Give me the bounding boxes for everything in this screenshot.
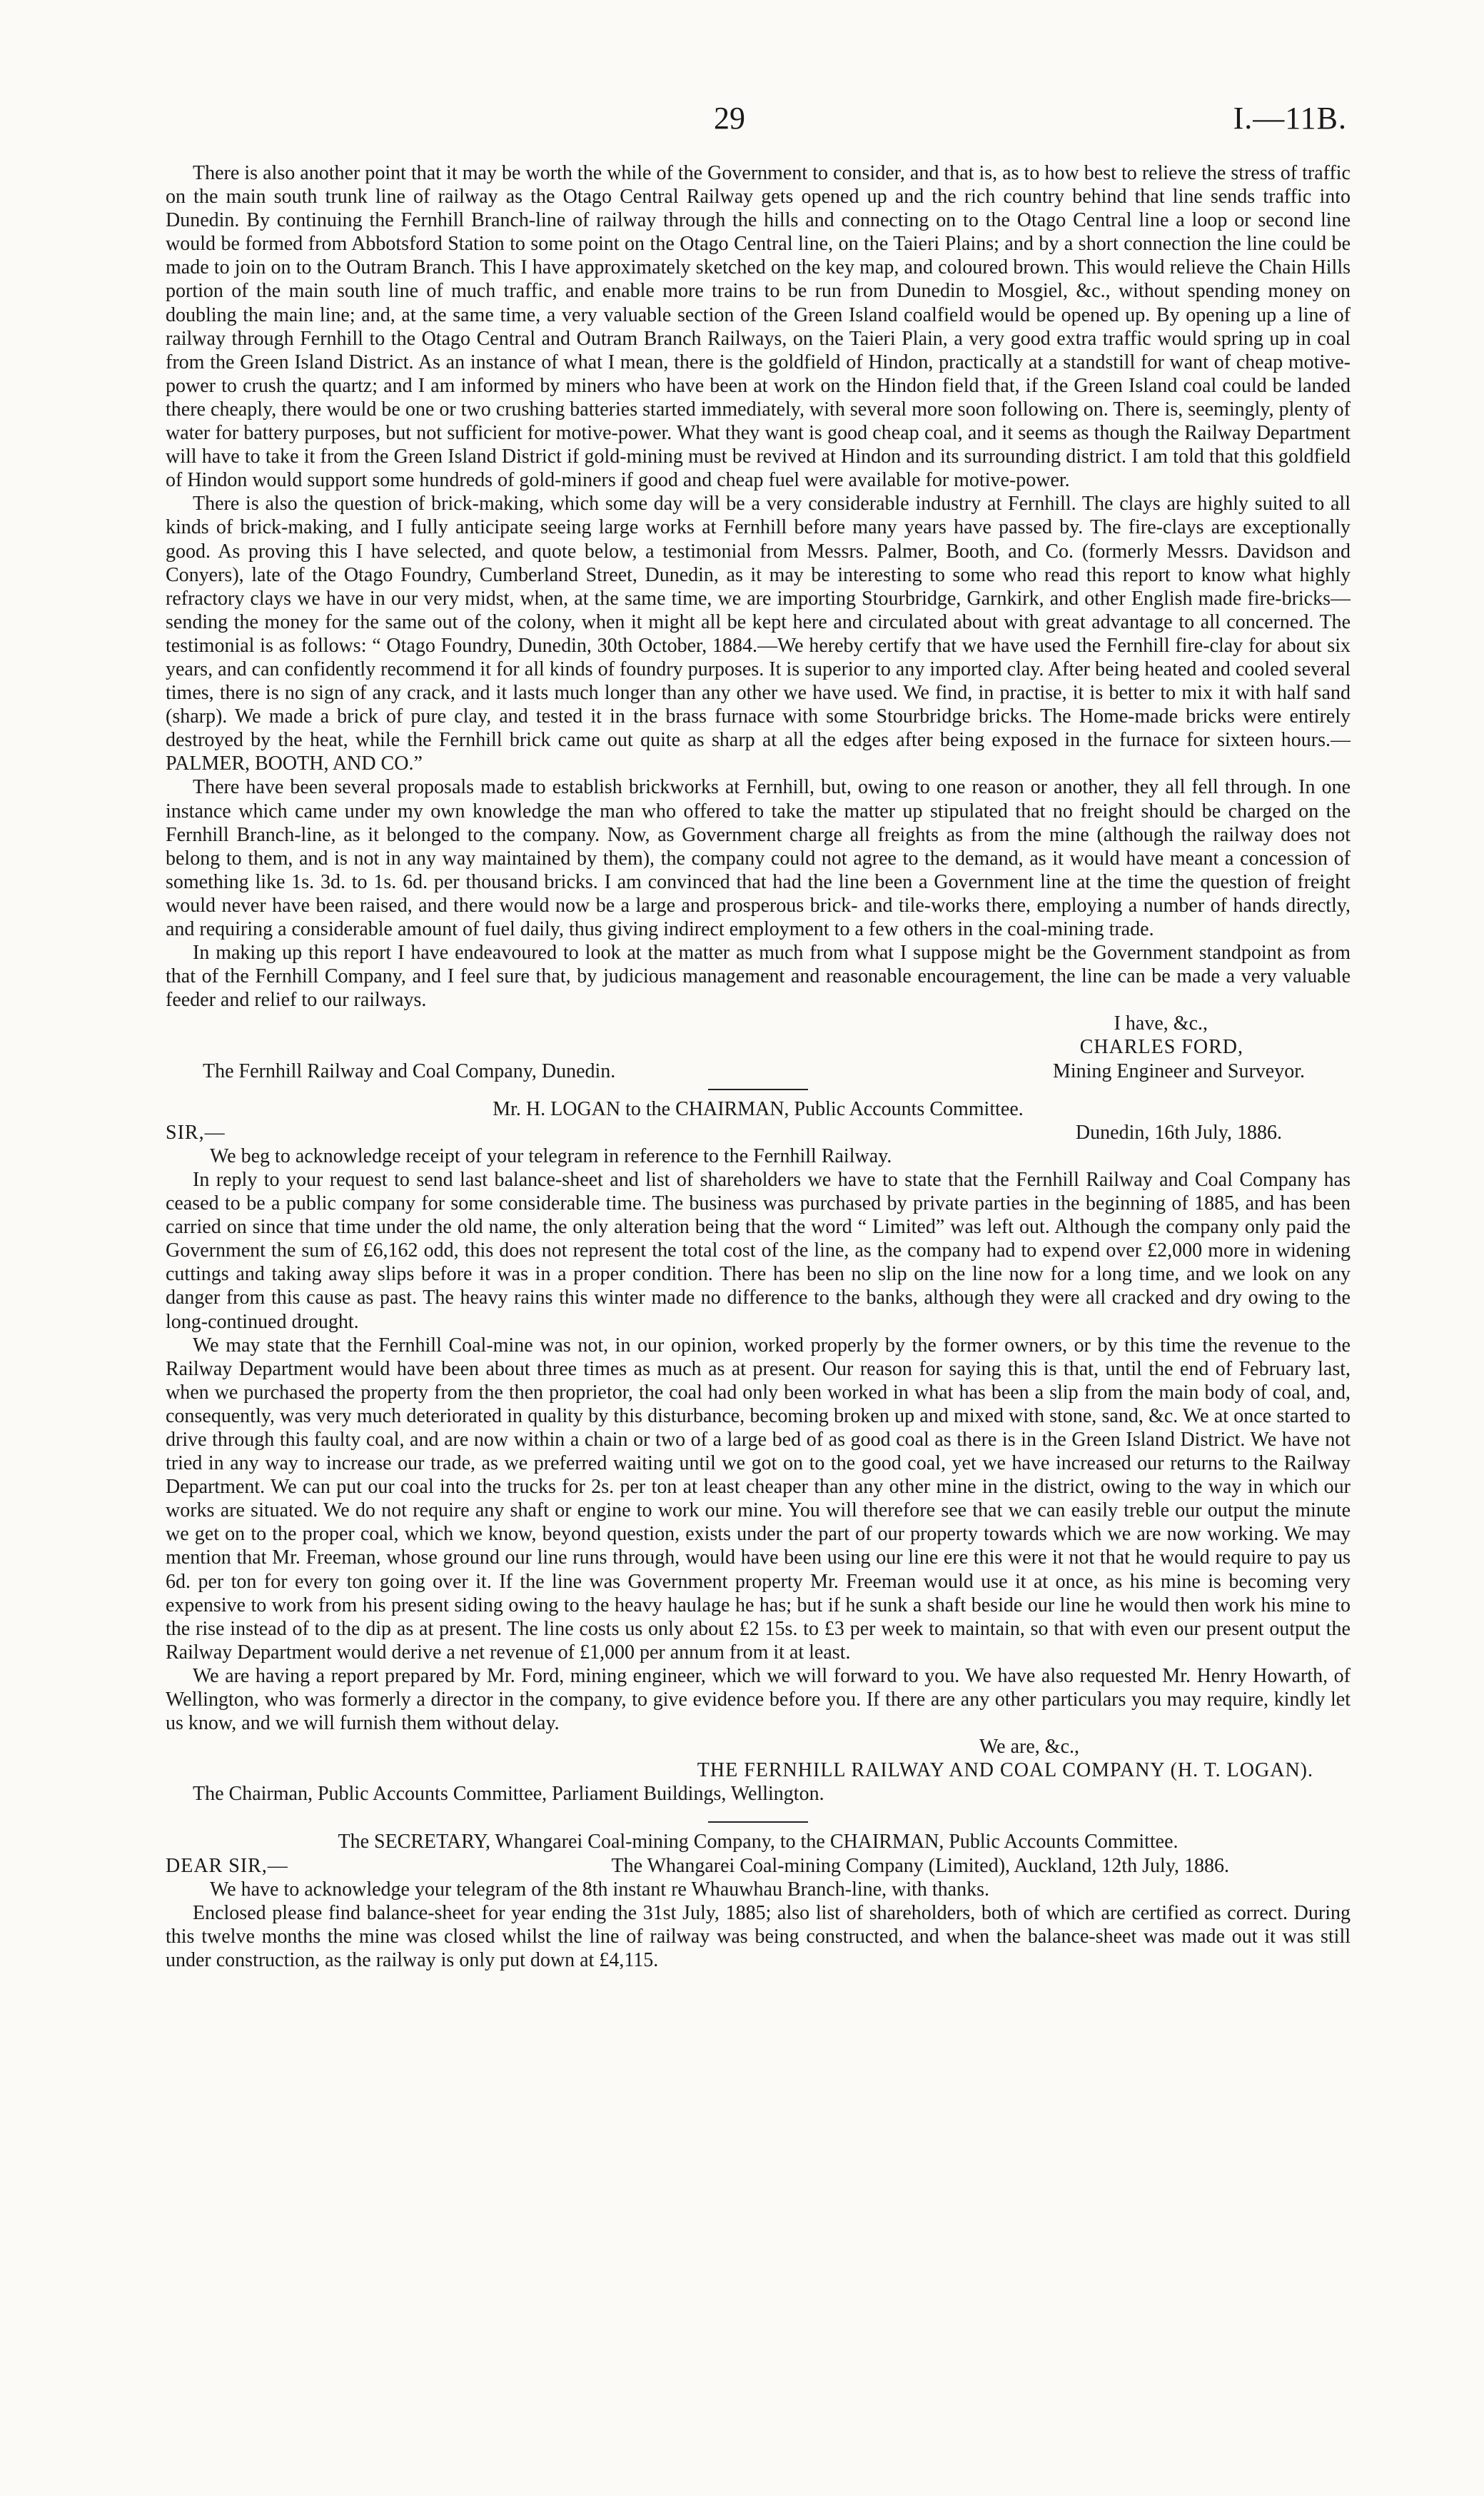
paragraph: We have to acknowledge your telegram of the 8th instant re Whauwhau Branch-line, with thanks. — [210, 1878, 989, 1901]
addressee: The Fernhill Railway and Coal Company, Dunedin. — [203, 1060, 616, 1082]
salutation-row — [166, 1854, 1351, 1878]
section-divider — [708, 1089, 808, 1090]
signature-block — [166, 1012, 1351, 1035]
paragraph: We beg to acknowledge receipt of your telegram in reference to the Fernhill Railway. — [210, 1144, 892, 1167]
paragraph: In making up this report I have endeavoured to look at the matter as much from what I suppose might be the Government standpoint as from that of the Fernhill Company, and I feel sure that, by judicious management and reasonable encouragement, the line can be made a very valuable feeder and relief to our railways. — [166, 942, 1351, 1012]
salutation: SIR,— — [166, 1121, 226, 1144]
paragraph: We may state that the Fernhill Coal-mine was not, in our opinion, worked properly by the former owners, or by this time the revenue to the Railway Department would have been about three times as much as at present. Our reason for saying this is that, until the end of February last, when we purchased the property from the then proprietor, the coal had only been worked in what has been a slip from the main body of coal, and, consequently, was very much deteriorated in quality by this disturbance, becoming broken up and mixed with stone, sand, &c. We at once started to drive through this faulty coal, and are now within a chain or two of a large bed of as good coal as there is in the Green Island District. We have not tried in any way to increase our trade, as we preferred waiting until we got on to the good coal, yet we have increased our returns to the Railway Department. We can put our coal into the trucks for 2s. per ton at least cheaper than any other mine in the district, owing to the way in which our works are situated. We do not require any shaft or engine to work our mine. You will therefore see that we can easily treble our output the minute we get on to the proper coal, which we know, beyond question, exists under the part of our property towards which we are now working. We may mention that Mr. Freeman, whose ground our line runs through, would have been using our line ere this were it not that he would require to pay us 6d. per ton for every ton going over it. If the line was Government property Mr. Freeman would use it at once, as his mine is becoming very expensive to work from his present siding owing to the heavy haulage he has; but if he sunk a shaft beside our line he would then work his mine to the rise instead of to the dip as at present. The line costs us only about £2 15s. to £3 per week to maintain, so that with even our present output the Railway Department would derive a net revenue of £1,000 per annum from it at least. — [166, 1334, 1351, 1664]
closing-row — [166, 1735, 1351, 1758]
paragraph: In reply to your request to send last balance-sheet and list of shareholders we have to state that the Fernhill Railway and Coal Company has ceased to be a public company for some considerable time. The business was purchased by private parties in the beginning of 1885, and has been carried on since that time under the old name, the only alteration being that the word “ Limited” was left out. Although the company only paid the Government the sum of £6,162 odd, this does not represent the total cost of the line, as the company had to expend over £2,000 more in widening cuttings and taking away slips before it was in a proper condition. There has been no slip on the line now for a long time, and we look on any danger from this cause as past. The heavy rains this winter made no difference to the banks, although they were all cracked and dry owing to the long-continued drought. — [166, 1168, 1351, 1333]
signatory-title: Mining Engineer and Surveyor. — [1052, 1060, 1305, 1082]
paragraph: There is also the question of brick-making, which some day will be a very considerable industry at Fernhill. The clays are highly suited to all kinds of brick-making, and I fully anticipate seeing large works at Fernhill before many years have passed by. The fire-clays are exceptionally good. As proving this I have selected, and quote below, a testimonial from Messrs. Palmer, Booth, and Co. (formerly Messrs. Davidson and Conyers), late of the Otago Foundry, Cumberland Street, Dunedin, as it may be interesting to some who read this report to know what highly refractory clays we have in our very midst, when, at the same time, we are importing Stourbridge, Garnkirk, and other English made fire-bricks—sending the money for the same out of the colony, when it might all be kept here and circulated about with great advantage to all concerned. The testimonial is as follows: “ Otago Foundry, Dunedin, 30th October, 1884.—We hereby certify that we have used the Fernhill fire-clay for about six years, and can confidently recommend it for all kinds of foundry purposes. It is superior to any imported clay. After being heated and cooled several times, there is no sign of any crack, and it lasts much longer than any other we have used. We find, in practise, it is better to mix it with half sand (sharp). We made a brick of pure clay, and tested it in the brass furnace with some Stourbridge bricks. The Home-made bricks were entirely destroyed by the heat, while the Fernhill brick came out quite as sharp at all the edges after being exposed in the furnace for sixteen hours.—PALMER, BOOTH, AND CO.” — [166, 493, 1351, 775]
document-reference: I.—11B. — [1233, 101, 1347, 136]
paragraph: There is also another point that it may be worth the while of the Government to consider, and that is, as to how best to relieve the stress of traffic on the main south trunk line of railway as the Otago Central Railway gets opened up and the rich country behind that line sends traffic into Dunedin. By continuing the Fernhill Branch-line of railway through the hills and connecting on to the Otago Central line a loop or second line would be formed from Abbotsford Station to some point on the Otago Central line, on the Taieri Plains; and by a short connection the line could be made to join on to the Outram Branch. This I have approximately sketched on the key map, and coloured brown. This would relieve the Chain Hills portion of the main south line of much traffic, and enable more trains to be run from Dunedin to Mosgiel, &c., without spending money on doubling the main line; and, at the same time, a very valuable section of the Green Island coalfield would be opened up. By opening up a line of railway through Fernhill to the Otago Central and Outram Branch Railways, on the Taieri Plain, a very good extra traffic would spring up in coal from the Green Island District. As an instance of what I mean, there is the goldfield of Hindon, practically at a standstill for want of cheap motive-power to crush the quartz; and I am informed by miners who have been at work on the Hindon field that, if the Green Island coal could be landed there cheaply, there would be one or two crushing batteries started immediately, with several more soon following on. There is, seemingly, plenty of water for battery purposes, but not sufficient for motive-power. What they want is good cheap coal, and it seems as though the Railway Department will have to take it from the Green Island District if gold-mining must be revived at Hindon and its surrounding district. I am told that this goldfield of Hindon would support some hundreds of gold-miners if good and cheap fuel were available for motive-power. — [166, 162, 1351, 492]
closing-line: I have, &c., — [1114, 1012, 1208, 1035]
document-body — [166, 161, 1351, 1972]
page-number: 29 — [714, 101, 745, 136]
salutation-row — [166, 1121, 1351, 1144]
place-date: The Whangarei Coal-mining Company (Limited), Auckland, 12th July, 1886. — [611, 1854, 1229, 1877]
signatory-row — [166, 1035, 1351, 1059]
signatory-name: THE FERNHILL RAILWAY AND COAL COMPANY (H. T. LOGAN). — [697, 1759, 1313, 1782]
section-divider — [708, 1821, 808, 1823]
salutation: DEAR SIR,— — [166, 1854, 288, 1877]
addressee-row — [166, 1060, 1351, 1083]
paragraph: Enclosed please find balance-sheet for year ending the 31st July, 1885; also list of shareholders, both of which are certified as correct. During this twelve months the mine was closed whilst the line of railway was being constructed, and when the balance-sheet was made out it was still under construction, as the railway is only put down at £4,115. — [166, 1901, 1351, 1971]
place-date: Dunedin, 16th July, 1886. — [1075, 1121, 1282, 1144]
letter-heading: Mr. H. LOGAN to the CHAIRMAN, Public Accounts Committee. — [493, 1097, 1024, 1120]
signatory-row — [166, 1758, 1351, 1782]
letter-heading: The SECRETARY, Whangarei Coal-mining Company, to the CHAIRMAN, Public Accounts Committee. — [338, 1831, 1178, 1853]
paragraph: We are having a report prepared by Mr. Ford, mining engineer, which we will forward to you. We have also requested Mr. Henry Howarth, of Wellington, who was formerly a director in the company, to give evidence before you. If there are any other particulars you may require, kindly let us know, and we will furnish them without delay. — [166, 1664, 1351, 1735]
paragraph: There have been several proposals made to establish brickworks at Fernhill, but, owing to one reason or another, they all fell through. In one instance which came under my own knowledge the man who offered to take the matter up stipulated that no freight should be charged on the Fernhill Branch-line, as it belonged to the company. Now, as Government charge all freights as from the mine (although the railway does not belong to them, and is not in any way maintained by them), the company could not agree to the demand, as it would have meant a concession of something like 1s. 3d. to 1s. 6d. per thousand bricks. I am convinced that had the line been a Government line at the time the question of freight would never have been raised, and there would now be a large and prosperous brick- and tile-works there, employing a number of hands directly, and requiring a considerable amount of fuel daily, thus giving indirect employment to a few others in the coal-mining trade. — [166, 776, 1351, 940]
addressee: The Chairman, Public Accounts Committee, Parliament Buildings, Wellington. — [193, 1783, 824, 1806]
closing-line: We are, &c., — [979, 1736, 1079, 1758]
signatory-name: CHARLES FORD, — [1079, 1036, 1243, 1059]
